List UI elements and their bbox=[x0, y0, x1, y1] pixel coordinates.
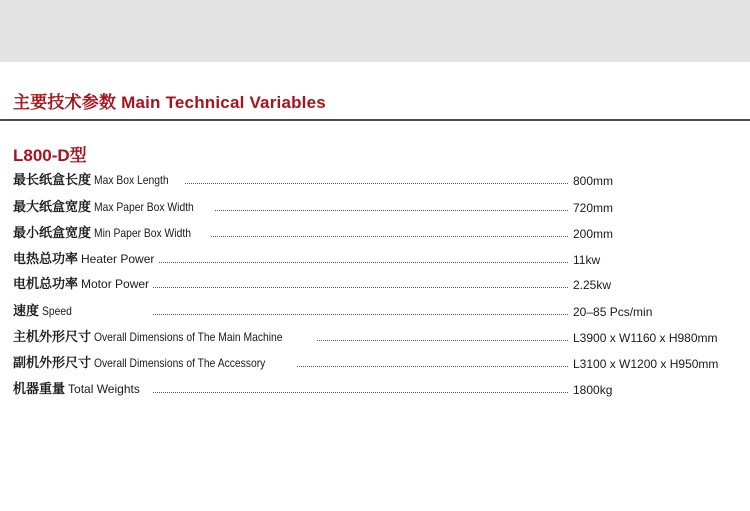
spec-label bbox=[13, 378, 144, 397]
spec-label bbox=[13, 273, 153, 292]
spec-label-en: Total Weights bbox=[68, 382, 140, 396]
spec-label-en: Min Paper Box Width bbox=[94, 226, 191, 240]
spec-value: 20–85 Pcs/min bbox=[573, 305, 653, 319]
spec-label-en: Speed bbox=[42, 304, 72, 318]
spec-label-en: Motor Power bbox=[81, 277, 150, 291]
spec-value: 720mm bbox=[573, 201, 614, 215]
spec-row-max-box-length bbox=[13, 170, 738, 190]
spec-row-speed bbox=[13, 301, 738, 321]
header-band bbox=[0, 0, 750, 62]
dot-leader bbox=[153, 287, 568, 288]
section-title: 主要技术参数 Main Technical Variables bbox=[13, 93, 326, 112]
dot-leader bbox=[153, 236, 568, 237]
spec-value: 800mm bbox=[573, 174, 614, 188]
spec-row-motor-power bbox=[13, 274, 738, 294]
spec-row-accessory-dimensions bbox=[13, 353, 738, 373]
spec-label-en: Heater Power bbox=[81, 252, 155, 266]
spec-label bbox=[13, 248, 158, 267]
spec-label-en: Overall Dimensions of The Main Machine bbox=[94, 330, 283, 344]
dot-leader bbox=[153, 262, 568, 263]
spec-label-cn: 电热总功率 bbox=[13, 251, 79, 266]
spec-label bbox=[13, 326, 317, 345]
spec-value: L3100 x W1200 x H950mm bbox=[573, 357, 719, 371]
spec-row-total-weights bbox=[13, 379, 738, 399]
spec-label-cn: 机器重量 bbox=[13, 381, 66, 396]
spec-value: L3900 x W1160 x H980mm bbox=[573, 331, 718, 345]
spec-row-heater-power bbox=[13, 249, 738, 269]
spec-row-max-paper-box-width bbox=[13, 197, 738, 217]
dot-leader bbox=[153, 210, 568, 211]
spec-label-cn: 最大纸盒宽度 bbox=[13, 199, 92, 214]
spec-label-en: Overall Dimensions of The Accessory bbox=[94, 356, 266, 370]
dot-leader bbox=[153, 183, 568, 184]
model-title: L800-D型 bbox=[13, 146, 87, 165]
spec-value: 11kw bbox=[573, 253, 601, 267]
title-divider bbox=[0, 119, 750, 121]
spec-label-cn: 电机总功率 bbox=[13, 276, 79, 291]
spec-label-cn: 速度 bbox=[13, 303, 40, 318]
spec-value: 200mm bbox=[573, 227, 614, 241]
spec-value: 1800kg bbox=[573, 383, 613, 397]
spec-label bbox=[13, 222, 211, 241]
spec-label bbox=[13, 196, 214, 215]
dot-leader bbox=[153, 314, 568, 315]
spec-value: 2.25kw bbox=[573, 278, 612, 292]
spec-label-en: Max Paper Box Width bbox=[94, 200, 194, 214]
spec-label-cn: 最长纸盒长度 bbox=[13, 172, 92, 187]
spec-label-cn: 最小纸盒宽度 bbox=[13, 225, 92, 240]
spec-row-main-machine-dimensions bbox=[13, 327, 738, 347]
spec-label bbox=[13, 169, 185, 188]
spec-label bbox=[13, 352, 297, 371]
spec-label-en: Max Box Length bbox=[94, 173, 169, 187]
spec-row-min-paper-box-width bbox=[13, 223, 738, 243]
dot-leader bbox=[153, 392, 568, 393]
spec-label-cn: 副机外形尺寸 bbox=[13, 355, 92, 370]
spec-label bbox=[13, 300, 81, 319]
spec-label-cn: 主机外形尺寸 bbox=[13, 329, 92, 344]
